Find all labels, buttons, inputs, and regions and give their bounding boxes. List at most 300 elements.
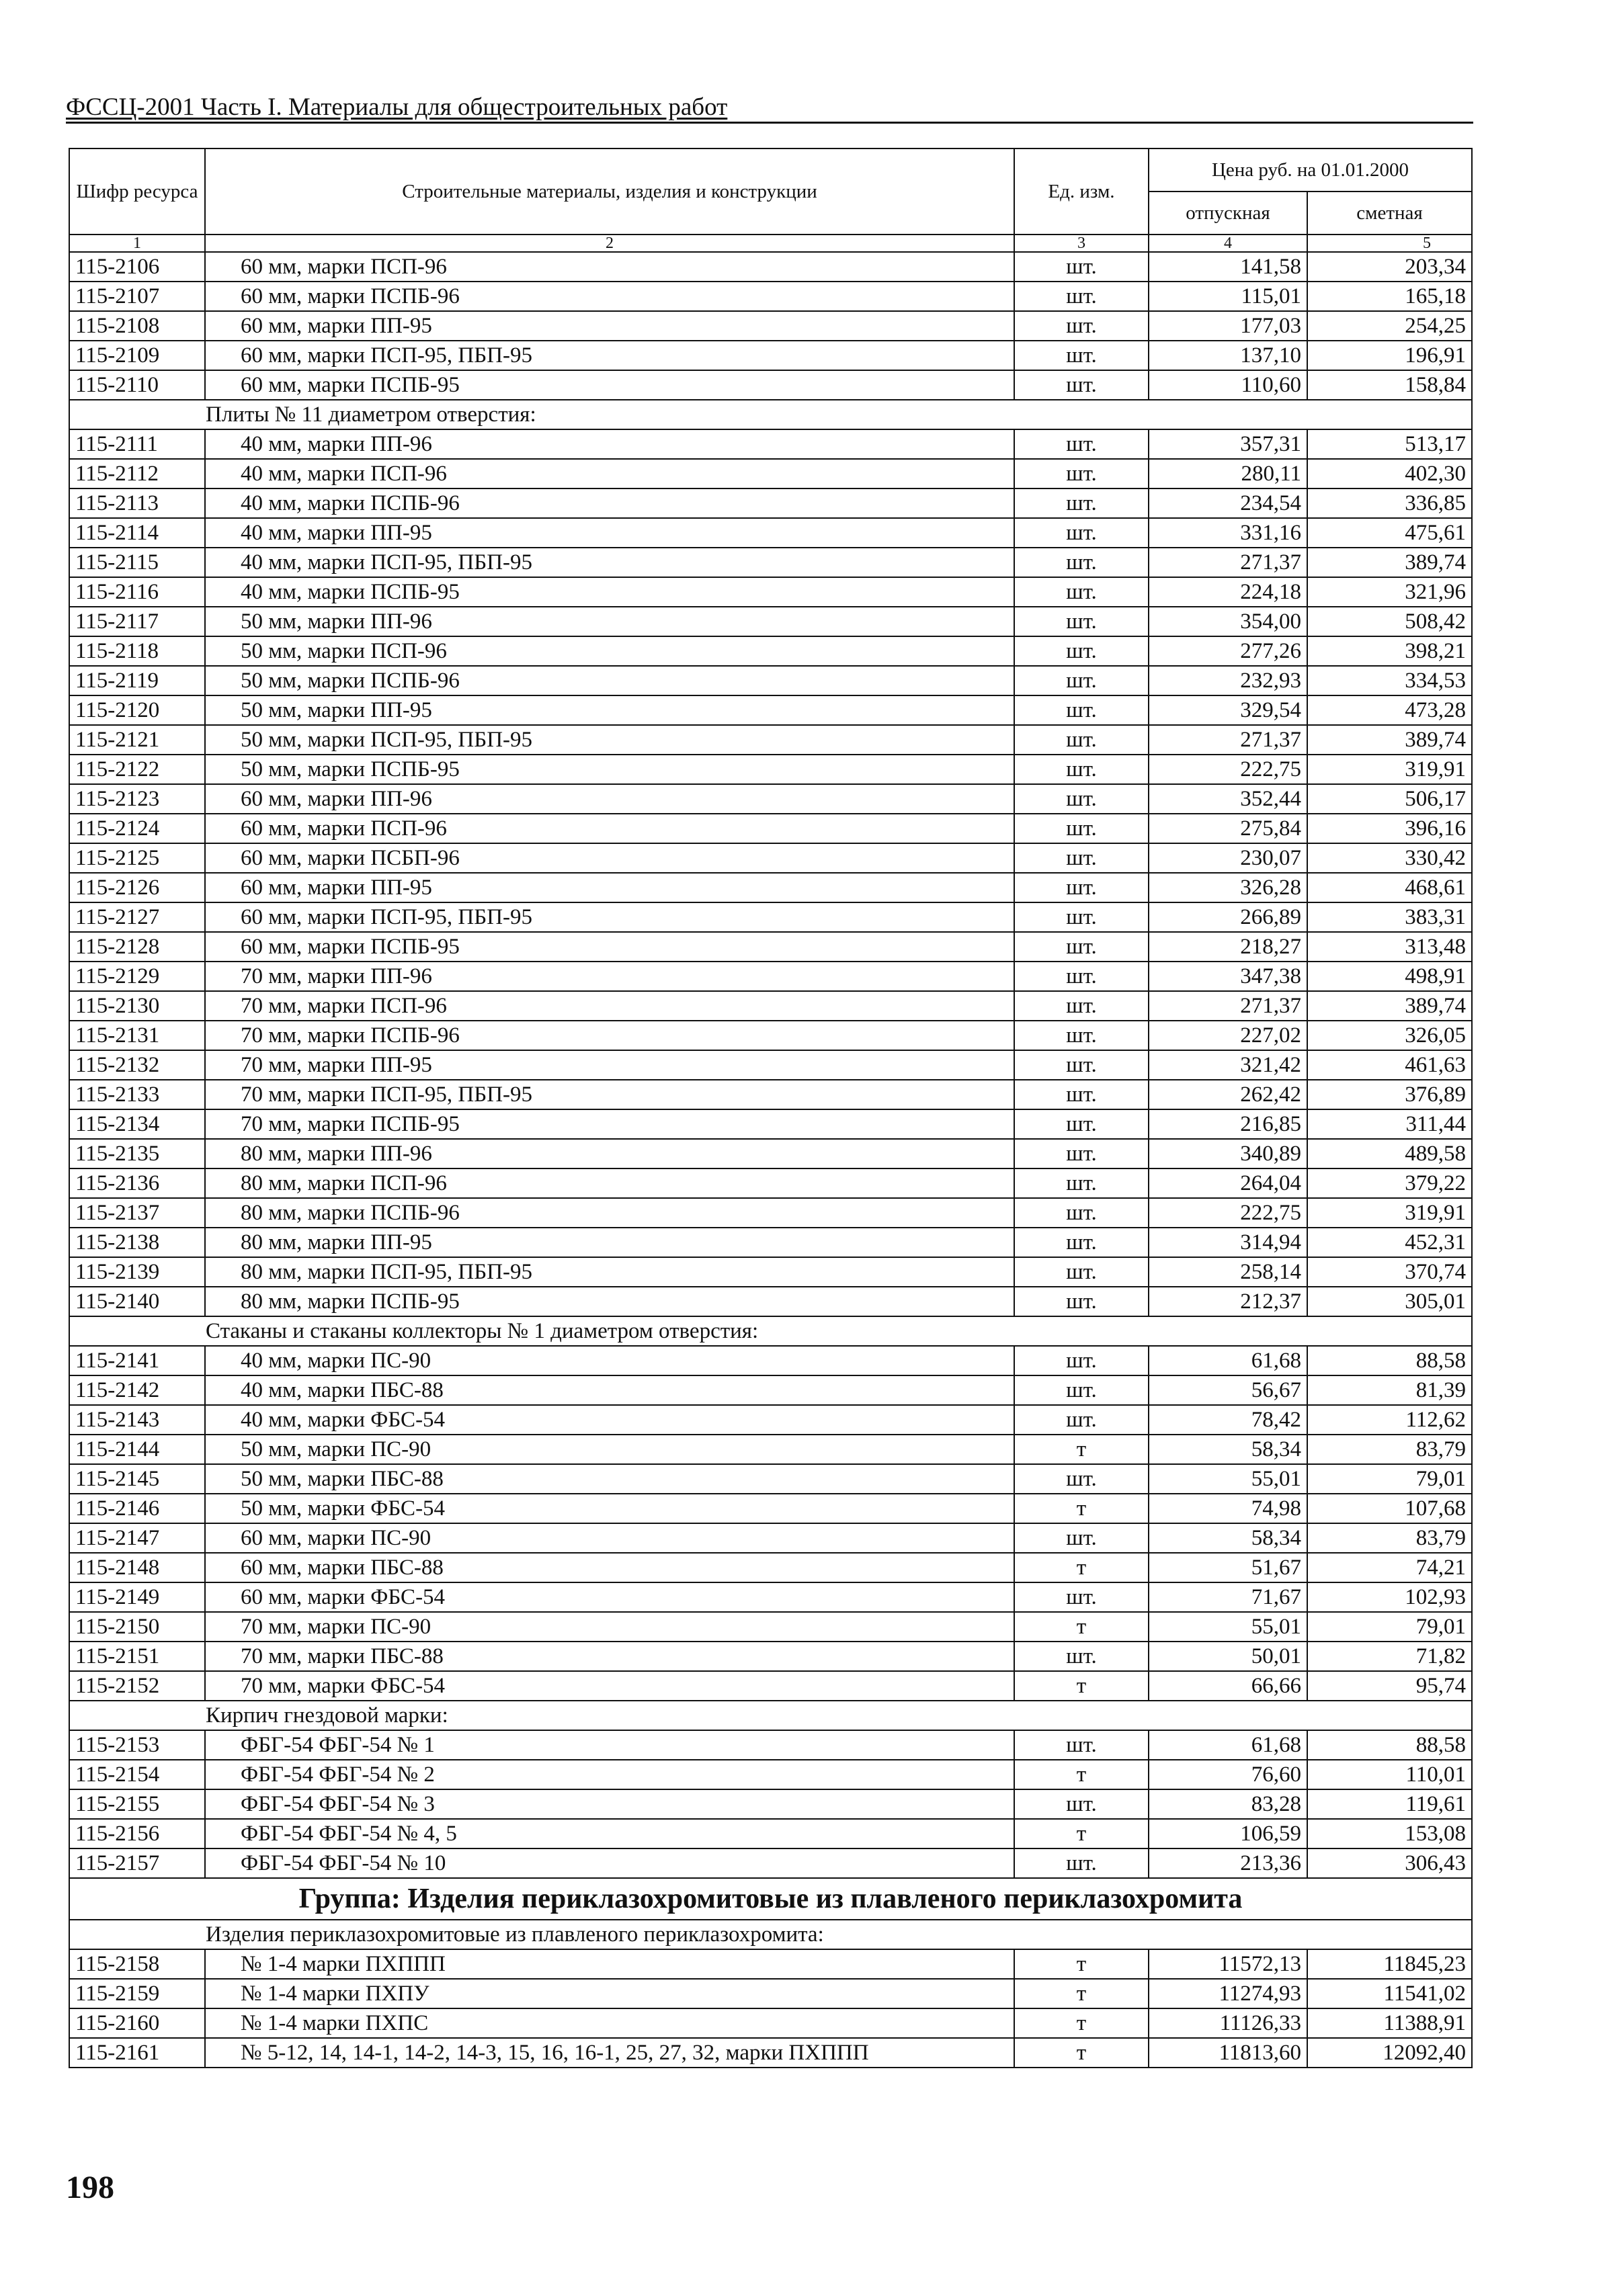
unit-of-measure: шт. <box>1014 577 1149 607</box>
table-row <box>69 1257 1472 1287</box>
estimate-price: 468,61 <box>1307 873 1472 902</box>
resource-code: 115-2113 <box>69 488 205 518</box>
table-row <box>69 1050 1472 1080</box>
estimate-price: 119,61 <box>1307 1789 1472 1819</box>
unit-of-measure: шт. <box>1014 1021 1149 1050</box>
unit-of-measure: шт. <box>1014 282 1149 311</box>
column-numbers-row <box>69 235 1472 252</box>
resource-code: 115-2147 <box>69 1523 205 1553</box>
table-row <box>69 1494 1472 1523</box>
estimate-price: 498,91 <box>1307 962 1472 991</box>
resource-code: 115-2134 <box>69 1109 205 1139</box>
resource-code: 115-2158 <box>69 1949 205 1979</box>
estimate-price: 396,16 <box>1307 814 1472 843</box>
table-row <box>69 1287 1472 1316</box>
material-name: № 5-12, 14, 14-1, 14-2, 14-3, 15, 16, 16-1, 25, 27, 32, марки ПХППП <box>205 2038 1014 2068</box>
estimate-price: 79,01 <box>1307 1612 1472 1642</box>
unit-of-measure: шт. <box>1014 1287 1149 1316</box>
release-price: 71,67 <box>1149 1582 1307 1612</box>
release-price: 264,04 <box>1149 1168 1307 1198</box>
page-header <box>66 94 1473 124</box>
unit-of-measure: шт. <box>1014 843 1149 873</box>
material-name: 60 мм, марки ПП-95 <box>205 873 1014 902</box>
table-row <box>69 1671 1472 1701</box>
material-name: 60 мм, марки ПСПБ-95 <box>205 370 1014 400</box>
table-row <box>69 784 1472 814</box>
unit-of-measure: шт. <box>1014 548 1149 577</box>
table-row <box>69 1642 1472 1671</box>
resource-code: 115-2115 <box>69 548 205 577</box>
header-name: Строительные материалы, изделия и конструкции <box>205 148 1014 235</box>
unit-of-measure: шт. <box>1014 991 1149 1021</box>
unit-of-measure: т <box>1014 2038 1149 2068</box>
table-row <box>69 695 1472 725</box>
table-body <box>69 252 1472 2068</box>
colnum-1: 1 <box>69 235 205 252</box>
resource-code: 115-2135 <box>69 1139 205 1168</box>
release-price: 271,37 <box>1149 725 1307 755</box>
material-name: № 1-4 марки ПХПС <box>205 2008 1014 2038</box>
resource-code: 115-2160 <box>69 2008 205 2038</box>
unit-of-measure: шт. <box>1014 1405 1149 1435</box>
release-price: 51,67 <box>1149 1553 1307 1582</box>
material-name: 80 мм, марки ПСПБ-95 <box>205 1287 1014 1316</box>
resource-code: 115-2139 <box>69 1257 205 1287</box>
release-price: 212,37 <box>1149 1287 1307 1316</box>
resource-code: 115-2122 <box>69 755 205 784</box>
unit-of-measure: шт. <box>1014 1642 1149 1671</box>
material-name: 70 мм, марки ФБС-54 <box>205 1671 1014 1701</box>
unit-of-measure: т <box>1014 1760 1149 1789</box>
unit-of-measure: шт. <box>1014 902 1149 932</box>
table-row <box>69 488 1472 518</box>
table-row <box>69 636 1472 666</box>
table-row <box>69 1612 1472 1642</box>
material-name: 70 мм, марки ПП-95 <box>205 1050 1014 1080</box>
resource-code: 115-2109 <box>69 341 205 370</box>
release-price: 277,26 <box>1149 636 1307 666</box>
section-title: Стаканы и стаканы коллекторы № 1 диаметром отверстия: <box>69 1316 1472 1346</box>
resource-code: 115-2123 <box>69 784 205 814</box>
release-price: 50,01 <box>1149 1642 1307 1671</box>
unit-of-measure: шт. <box>1014 1848 1149 1878</box>
material-name: 70 мм, марки ПСП-95, ПБП-95 <box>205 1080 1014 1109</box>
estimate-price: 165,18 <box>1307 282 1472 311</box>
unit-of-measure: шт. <box>1014 311 1149 341</box>
material-name: 50 мм, марки ПП-95 <box>205 695 1014 725</box>
material-name: ФБГ-54 ФБГ-54 № 4, 5 <box>205 1819 1014 1848</box>
unit-of-measure: шт. <box>1014 1109 1149 1139</box>
estimate-price: 88,58 <box>1307 1346 1472 1375</box>
estimate-price: 107,68 <box>1307 1494 1472 1523</box>
estimate-price: 203,34 <box>1307 252 1472 282</box>
estimate-price: 305,01 <box>1307 1287 1472 1316</box>
resource-code: 115-2155 <box>69 1789 205 1819</box>
material-name: 80 мм, марки ПСП-96 <box>205 1168 1014 1198</box>
table-row <box>69 548 1472 577</box>
resource-code: 115-2143 <box>69 1405 205 1435</box>
resource-code: 115-2156 <box>69 1819 205 1848</box>
resource-code: 115-2136 <box>69 1168 205 1198</box>
estimate-price: 12092,40 <box>1307 2038 1472 2068</box>
page-number: 198 <box>66 2170 114 2205</box>
table-row <box>69 1021 1472 1050</box>
estimate-price: 321,96 <box>1307 577 1472 607</box>
resource-code: 115-2148 <box>69 1553 205 1582</box>
unit-of-measure: шт. <box>1014 814 1149 843</box>
unit-of-measure: шт. <box>1014 341 1149 370</box>
estimate-price: 452,31 <box>1307 1228 1472 1257</box>
estimate-price: 370,74 <box>1307 1257 1472 1287</box>
release-price: 55,01 <box>1149 1612 1307 1642</box>
table-row <box>69 1464 1472 1494</box>
material-name: 60 мм, марки ПСПБ-96 <box>205 282 1014 311</box>
table-row <box>69 1375 1472 1405</box>
resource-code: 115-2116 <box>69 577 205 607</box>
unit-of-measure: т <box>1014 1553 1149 1582</box>
material-name: ФБГ-54 ФБГ-54 № 1 <box>205 1730 1014 1760</box>
unit-of-measure: шт. <box>1014 1050 1149 1080</box>
material-name: 40 мм, марки ПП-95 <box>205 518 1014 548</box>
estimate-price: 112,62 <box>1307 1405 1472 1435</box>
estimate-price: 383,31 <box>1307 902 1472 932</box>
colnum-5: 5 <box>1307 235 1472 252</box>
release-price: 227,02 <box>1149 1021 1307 1050</box>
release-price: 55,01 <box>1149 1464 1307 1494</box>
resource-code: 115-2138 <box>69 1228 205 1257</box>
estimate-price: 158,84 <box>1307 370 1472 400</box>
estimate-price: 74,21 <box>1307 1553 1472 1582</box>
unit-of-measure: шт. <box>1014 1582 1149 1612</box>
table-row <box>69 341 1472 370</box>
estimate-price: 389,74 <box>1307 548 1472 577</box>
resource-code: 115-2118 <box>69 636 205 666</box>
material-name: 70 мм, марки ПС-90 <box>205 1612 1014 1642</box>
release-price: 11572,13 <box>1149 1949 1307 1979</box>
material-name: ФБГ-54 ФБГ-54 № 2 <box>205 1760 1014 1789</box>
material-name: № 1-4 марки ПХППП <box>205 1949 1014 1979</box>
resource-code: 115-2154 <box>69 1760 205 1789</box>
release-price: 177,03 <box>1149 311 1307 341</box>
material-name: 80 мм, марки ПСП-95, ПБП-95 <box>205 1257 1014 1287</box>
resource-code: 115-2111 <box>69 429 205 459</box>
material-name: 60 мм, марки ПП-96 <box>205 784 1014 814</box>
material-name: 80 мм, марки ПСПБ-96 <box>205 1198 1014 1228</box>
material-name: 50 мм, марки ПСПБ-95 <box>205 755 1014 784</box>
estimate-price: 254,25 <box>1307 311 1472 341</box>
unit-of-measure: шт. <box>1014 962 1149 991</box>
estimate-price: 330,42 <box>1307 843 1472 873</box>
estimate-price: 153,08 <box>1307 1819 1472 1848</box>
unit-of-measure: шт. <box>1014 1375 1149 1405</box>
estimate-price: 88,58 <box>1307 1730 1472 1760</box>
table-row <box>69 1582 1472 1612</box>
material-name: ФБГ-54 ФБГ-54 № 3 <box>205 1789 1014 1819</box>
colnum-3: 3 <box>1014 235 1149 252</box>
material-name: 60 мм, марки ПСП-95, ПБП-95 <box>205 902 1014 932</box>
unit-of-measure: шт. <box>1014 518 1149 548</box>
table-row <box>69 429 1472 459</box>
estimate-price: 513,17 <box>1307 429 1472 459</box>
resource-code: 115-2146 <box>69 1494 205 1523</box>
release-price: 340,89 <box>1149 1139 1307 1168</box>
unit-of-measure: шт. <box>1014 1730 1149 1760</box>
material-name: 60 мм, марки ПП-95 <box>205 311 1014 341</box>
table-row <box>69 1949 1472 1979</box>
material-name: 40 мм, марки ПСП-95, ПБП-95 <box>205 548 1014 577</box>
section-row <box>69 1701 1472 1730</box>
estimate-price: 376,89 <box>1307 1080 1472 1109</box>
release-price: 262,42 <box>1149 1080 1307 1109</box>
table-row <box>69 1819 1472 1848</box>
unit-of-measure: шт. <box>1014 755 1149 784</box>
estimate-price: 11388,91 <box>1307 2008 1472 2038</box>
material-name: 40 мм, марки ПС-90 <box>205 1346 1014 1375</box>
table-row <box>69 2038 1472 2068</box>
estimate-price: 110,01 <box>1307 1760 1472 1789</box>
release-price: 66,66 <box>1149 1671 1307 1701</box>
table-row <box>69 370 1472 400</box>
release-price: 232,93 <box>1149 666 1307 695</box>
material-name: 60 мм, марки ПС-90 <box>205 1523 1014 1553</box>
table-row <box>69 518 1472 548</box>
resource-code: 115-2130 <box>69 991 205 1021</box>
release-price: 115,01 <box>1149 282 1307 311</box>
unit-of-measure: т <box>1014 1819 1149 1848</box>
material-name: 50 мм, марки ПСП-96 <box>205 636 1014 666</box>
material-name: 50 мм, марки ПСП-95, ПБП-95 <box>205 725 1014 755</box>
estimate-price: 306,43 <box>1307 1848 1472 1878</box>
table-row <box>69 1080 1472 1109</box>
table-row <box>69 843 1472 873</box>
material-name: 60 мм, марки ПСП-96 <box>205 252 1014 282</box>
release-price: 321,42 <box>1149 1050 1307 1080</box>
table-row <box>69 666 1472 695</box>
estimate-price: 389,74 <box>1307 991 1472 1021</box>
table-row <box>69 1523 1472 1553</box>
unit-of-measure: шт. <box>1014 932 1149 962</box>
resource-code: 115-2129 <box>69 962 205 991</box>
estimate-price: 71,82 <box>1307 1642 1472 1671</box>
release-price: 331,16 <box>1149 518 1307 548</box>
resource-code: 115-2125 <box>69 843 205 873</box>
section-row <box>69 400 1472 429</box>
material-name: 40 мм, марки ФБС-54 <box>205 1405 1014 1435</box>
material-name: 50 мм, марки ПСПБ-96 <box>205 666 1014 695</box>
material-name: 60 мм, марки ПБС-88 <box>205 1553 1014 1582</box>
resource-code: 115-2119 <box>69 666 205 695</box>
unit-of-measure: шт. <box>1014 725 1149 755</box>
unit-of-measure: шт. <box>1014 1464 1149 1494</box>
release-price: 222,75 <box>1149 1198 1307 1228</box>
header-estimate-price: сметная <box>1307 192 1472 235</box>
table-row <box>69 1346 1472 1375</box>
resource-code: 115-2107 <box>69 282 205 311</box>
release-price: 11126,33 <box>1149 2008 1307 2038</box>
estimate-price: 334,53 <box>1307 666 1472 695</box>
release-price: 347,38 <box>1149 962 1307 991</box>
estimate-price: 81,39 <box>1307 1375 1472 1405</box>
material-name: 60 мм, марки ПСП-95, ПБП-95 <box>205 341 1014 370</box>
header-price: Цена руб. на 01.01.2000 <box>1149 148 1472 192</box>
resource-code: 115-2112 <box>69 459 205 488</box>
unit-of-measure: шт. <box>1014 1346 1149 1375</box>
release-price: 314,94 <box>1149 1228 1307 1257</box>
unit-of-measure: шт. <box>1014 1139 1149 1168</box>
resource-code: 115-2151 <box>69 1642 205 1671</box>
release-price: 61,68 <box>1149 1730 1307 1760</box>
material-name: 40 мм, марки ПБС-88 <box>205 1375 1014 1405</box>
resource-code: 115-2121 <box>69 725 205 755</box>
table-row <box>69 725 1472 755</box>
table-row <box>69 1760 1472 1789</box>
table-row <box>69 2008 1472 2038</box>
estimate-price: 506,17 <box>1307 784 1472 814</box>
table-row <box>69 1139 1472 1168</box>
estimate-price: 11541,02 <box>1307 1979 1472 2008</box>
resource-code: 115-2131 <box>69 1021 205 1050</box>
material-name: 60 мм, марки ПСПБ-95 <box>205 932 1014 962</box>
release-price: 266,89 <box>1149 902 1307 932</box>
unit-of-measure: шт. <box>1014 636 1149 666</box>
estimate-price: 379,22 <box>1307 1168 1472 1198</box>
estimate-price: 461,63 <box>1307 1050 1472 1080</box>
material-name: 60 мм, марки ПСП-96 <box>205 814 1014 843</box>
section-title: Плиты № 11 диаметром отверстия: <box>69 400 1472 429</box>
release-price: 141,58 <box>1149 252 1307 282</box>
release-price: 271,37 <box>1149 548 1307 577</box>
unit-of-measure: шт. <box>1014 666 1149 695</box>
release-price: 106,59 <box>1149 1819 1307 1848</box>
unit-of-measure: т <box>1014 1949 1149 1979</box>
unit-of-measure: шт. <box>1014 695 1149 725</box>
estimate-price: 311,44 <box>1307 1109 1472 1139</box>
material-name: № 1-4 марки ПХПУ <box>205 1979 1014 2008</box>
colnum-4: 4 <box>1149 235 1307 252</box>
unit-of-measure: шт. <box>1014 1228 1149 1257</box>
resource-code: 115-2140 <box>69 1287 205 1316</box>
material-name: 40 мм, марки ПСП-96 <box>205 459 1014 488</box>
material-name: 80 мм, марки ПП-95 <box>205 1228 1014 1257</box>
table-row <box>69 607 1472 636</box>
unit-of-measure: т <box>1014 1612 1149 1642</box>
unit-of-measure: шт. <box>1014 252 1149 282</box>
material-name: 60 мм, марки ПСБП-96 <box>205 843 1014 873</box>
resource-code: 115-2117 <box>69 607 205 636</box>
table-row <box>69 1405 1472 1435</box>
table-row <box>69 1789 1472 1819</box>
estimate-price: 489,58 <box>1307 1139 1472 1168</box>
release-price: 61,68 <box>1149 1346 1307 1375</box>
unit-of-measure: т <box>1014 1979 1149 2008</box>
resource-code: 115-2110 <box>69 370 205 400</box>
group-title: Группа: Изделия периклазохромитовые из плавленого периклазохромита <box>69 1878 1472 1920</box>
unit-of-measure: шт. <box>1014 1257 1149 1287</box>
release-price: 56,67 <box>1149 1375 1307 1405</box>
unit-of-measure: т <box>1014 1671 1149 1701</box>
resource-code: 115-2128 <box>69 932 205 962</box>
release-price: 83,28 <box>1149 1789 1307 1819</box>
material-name: 40 мм, марки ПСПБ-96 <box>205 488 1014 518</box>
release-price: 213,36 <box>1149 1848 1307 1878</box>
material-name: 50 мм, марки ПП-96 <box>205 607 1014 636</box>
material-name: 70 мм, марки ПСПБ-96 <box>205 1021 1014 1050</box>
release-price: 110,60 <box>1149 370 1307 400</box>
resource-code: 115-2132 <box>69 1050 205 1080</box>
section-title: Кирпич гнездовой марки: <box>69 1701 1472 1730</box>
resource-code: 115-2126 <box>69 873 205 902</box>
unit-of-measure: т <box>1014 2008 1149 2038</box>
material-name: 50 мм, марки ПС-90 <box>205 1435 1014 1464</box>
material-name: 70 мм, марки ПБС-88 <box>205 1642 1014 1671</box>
table-row <box>69 1435 1472 1464</box>
unit-of-measure: шт. <box>1014 429 1149 459</box>
table-row <box>69 814 1472 843</box>
resource-code: 115-2145 <box>69 1464 205 1494</box>
section-row <box>69 1316 1472 1346</box>
material-name: 50 мм, марки ФБС-54 <box>205 1494 1014 1523</box>
release-price: 275,84 <box>1149 814 1307 843</box>
resource-code: 115-2120 <box>69 695 205 725</box>
resource-code: 115-2161 <box>69 2038 205 2068</box>
table-row <box>69 991 1472 1021</box>
resource-code: 115-2108 <box>69 311 205 341</box>
release-price: 78,42 <box>1149 1405 1307 1435</box>
release-price: 218,27 <box>1149 932 1307 962</box>
release-price: 11274,93 <box>1149 1979 1307 2008</box>
table-row <box>69 252 1472 282</box>
table-row <box>69 962 1472 991</box>
price-table <box>69 148 1473 2068</box>
resource-code: 115-2106 <box>69 252 205 282</box>
estimate-price: 83,79 <box>1307 1435 1472 1464</box>
group-row <box>69 1878 1472 1920</box>
table-row <box>69 1198 1472 1228</box>
table-row <box>69 873 1472 902</box>
estimate-price: 313,48 <box>1307 932 1472 962</box>
header-code: Шифр ресурса <box>69 148 205 235</box>
resource-code: 115-2157 <box>69 1848 205 1878</box>
unit-of-measure: шт. <box>1014 370 1149 400</box>
release-price: 271,37 <box>1149 991 1307 1021</box>
table-row <box>69 459 1472 488</box>
resource-code: 115-2124 <box>69 814 205 843</box>
release-price: 326,28 <box>1149 873 1307 902</box>
resource-code: 115-2114 <box>69 518 205 548</box>
resource-code: 115-2141 <box>69 1346 205 1375</box>
unit-of-measure: шт. <box>1014 1198 1149 1228</box>
estimate-price: 336,85 <box>1307 488 1472 518</box>
resource-code: 115-2144 <box>69 1435 205 1464</box>
release-price: 58,34 <box>1149 1435 1307 1464</box>
estimate-price: 326,05 <box>1307 1021 1472 1050</box>
resource-code: 115-2137 <box>69 1198 205 1228</box>
estimate-price: 83,79 <box>1307 1523 1472 1553</box>
material-name: ФБГ-54 ФБГ-54 № 10 <box>205 1848 1014 1878</box>
estimate-price: 508,42 <box>1307 607 1472 636</box>
table-row <box>69 755 1472 784</box>
estimate-price: 398,21 <box>1307 636 1472 666</box>
release-price: 230,07 <box>1149 843 1307 873</box>
unit-of-measure: шт. <box>1014 1523 1149 1553</box>
unit-of-measure: шт. <box>1014 1168 1149 1198</box>
material-name: 60 мм, марки ФБС-54 <box>205 1582 1014 1612</box>
unit-of-measure: шт. <box>1014 784 1149 814</box>
release-price: 58,34 <box>1149 1523 1307 1553</box>
unit-of-measure: шт. <box>1014 607 1149 636</box>
material-name: 70 мм, марки ПП-96 <box>205 962 1014 991</box>
material-name: 80 мм, марки ПП-96 <box>205 1139 1014 1168</box>
